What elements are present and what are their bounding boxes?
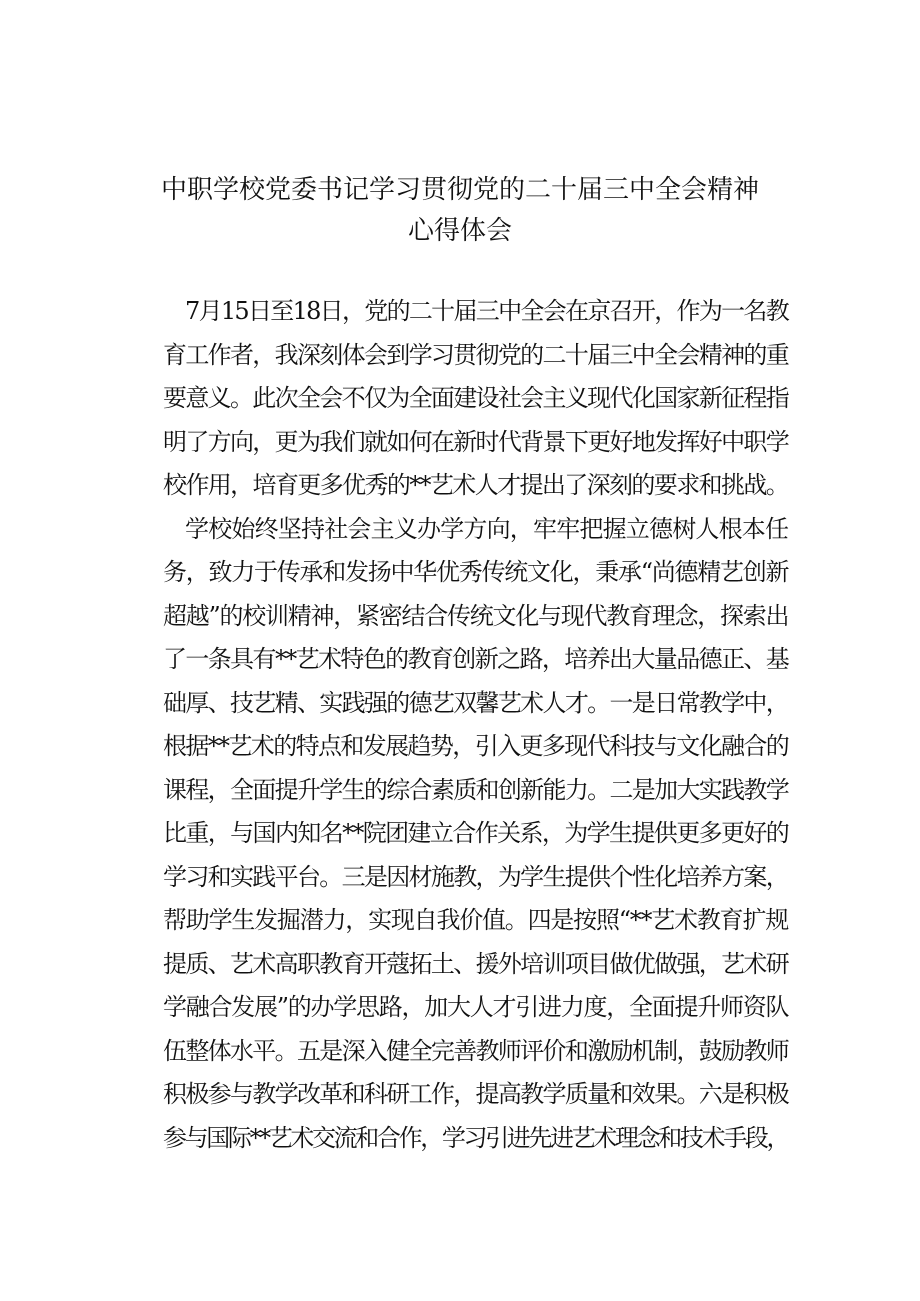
text-line: 了一条具有**艺术特色的教育创新之路，培养出大量品德正、基 [163, 645, 788, 673]
document-body [163, 290, 788, 1160]
document-title-line-2: 心得体会 [407, 216, 512, 246]
paragraph-2 [163, 508, 788, 1161]
text-line: 提质、艺术高职教育开蔻拓土、援外培训项目做优做强，艺术研 [163, 949, 788, 978]
text-line: 超越”的校训精神，紧密结合传统文化与现代教育理念，探索出 [163, 601, 789, 630]
text-line: 务，致力于传承和发扬中华优秀传统文化，秉承“尚德精艺创新 [163, 558, 789, 586]
text-line: 帮助学生发掘潜力，实现自我价值。四是按照“**艺术教育扩规 [163, 906, 788, 934]
text-line: 伍整体水平。五是深入健全完善教师评价和激励机制，鼓励教师 [163, 1036, 788, 1065]
text-line: 学习和实践平台。三是因材施教，为学生提供个性化培养方案， [163, 862, 788, 891]
text-line: 学校始终坚持社会主义办学方向，牢牢把握立德树人根本任 [185, 514, 788, 543]
paragraph-1 [163, 290, 788, 508]
text-line: 要意义。此次全会不仅为全面建设社会主义现代化国家新征程指 [163, 384, 788, 412]
text-line: 础厚、技艺精、实践强的德艺双馨艺术人才。一是日常教学中， [163, 688, 788, 717]
text-line: 7月15日至18日，党的二十届三中全会在京召开，作为一名教 [185, 297, 788, 325]
text-line: 学融合发展”的办学思路，加大人才引进力度，全面提升师资队 [163, 993, 789, 1021]
document-title-line-1: 中职学校党委书记学习贯彻党的二十届三中全会精神 [160, 175, 759, 205]
text-line: 育工作者，我深刻体会到学习贯彻党的二十届三中全会精神的重 [163, 340, 788, 369]
text-line: 积极参与教学改革和科研工作，提高教学质量和效果。六是积极 [163, 1080, 788, 1108]
text-line: 比重，与国内知名**院团建立合作关系，为学生提供更多更好的 [163, 819, 788, 847]
text-line: 参与国际**艺术交流和合作，学习引进先进艺术理念和技术手段， [163, 1123, 788, 1152]
text-line: 明了方向，更为我们就如何在新时代背景下更好地发挥好中职学 [163, 427, 788, 456]
text-line: 根据**艺术的特点和发展趋势，引入更多现代科技与文化融合的 [163, 732, 788, 760]
text-line: 校作用，培育更多优秀的**艺术人才提出了深刻的要求和挑战。 [163, 471, 788, 499]
text-line: 课程，全面提升学生的综合素质和创新能力。二是加大实践教学 [163, 775, 788, 804]
